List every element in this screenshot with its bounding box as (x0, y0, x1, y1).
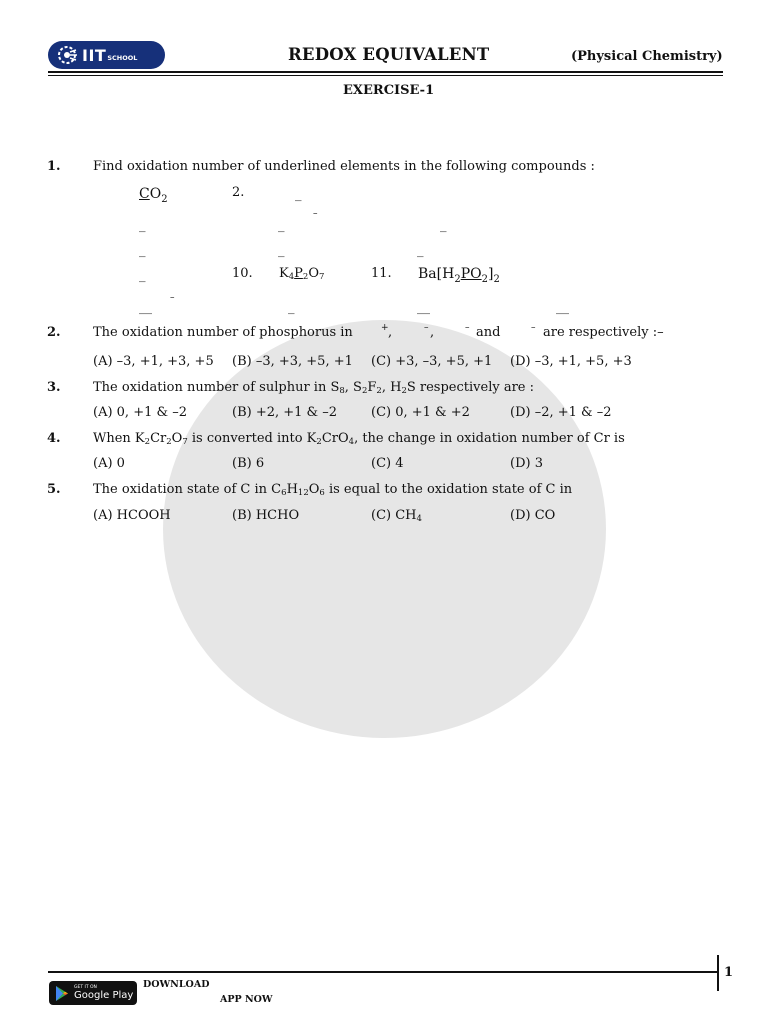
blank-formula: _ (278, 218, 285, 233)
subscript: 8 (339, 386, 345, 396)
subscript: 2 (361, 386, 368, 396)
question-text: The oxidation number of phosphorus in (93, 325, 353, 340)
text-part: F (367, 380, 377, 395)
underlined-element: PO (460, 266, 482, 282)
question-number: 5. (47, 482, 61, 497)
text-part: , the change in oxidation number of Cr is (354, 431, 625, 446)
subscript: 4 (288, 272, 295, 282)
charge-sign: – (465, 323, 470, 333)
blank-formula: _ (139, 243, 146, 258)
google-play-label: Google Play (74, 990, 134, 1001)
formula-part: ] (487, 266, 494, 282)
option-a: (A) –3, +1, +3, +5 (93, 354, 214, 369)
question-number: 3. (47, 380, 61, 395)
text-part: O (171, 431, 183, 446)
blank-formula: __ (139, 300, 152, 315)
charge-sign: – (531, 323, 536, 333)
app-now-label: APP NOW (220, 994, 273, 1005)
question-text: Find oxidation number of underlined elements in the following compounds : (93, 159, 595, 174)
text-part: The oxidation state of C in C (93, 482, 282, 497)
subscript: 7 (182, 437, 188, 447)
question-text (93, 431, 625, 450)
separator: , (430, 325, 435, 340)
charge-sign: – (313, 209, 318, 219)
option-b: (B) –3, +3, +5, +1 (232, 354, 353, 369)
question-text: and (476, 325, 501, 340)
option-c: (C) +3, –3, +5, +1 (371, 354, 493, 369)
option-c: (C) 0, +1 & +2 (371, 405, 470, 420)
play-store-icon (55, 986, 69, 1001)
blank-formula: __ (417, 300, 430, 315)
blank-formula: _ (139, 268, 146, 283)
google-play-button[interactable] (49, 981, 137, 1005)
formula-part: K (279, 266, 289, 281)
blank-formula: _ (440, 218, 447, 233)
logo-text: IIT (82, 45, 107, 65)
subscript: 2 (454, 274, 461, 285)
option-a: (A) 0 (93, 456, 125, 471)
text-part: Cr (150, 431, 167, 446)
question-number: 1. (47, 159, 61, 174)
formula-part: Ba[H (418, 266, 455, 282)
text-part: , S (344, 380, 362, 395)
subscript: 2 (493, 274, 500, 285)
subscript: 2 (401, 386, 407, 396)
subscript: 6 (319, 488, 325, 498)
option-c (371, 508, 422, 527)
charge-sign: – (424, 323, 429, 333)
subscript: 2 (302, 272, 309, 282)
separator: , (388, 325, 393, 340)
text-part: O (308, 482, 320, 497)
subscript: 2 (376, 386, 382, 396)
text-part: The oxidation number of sulphur in S (93, 380, 340, 395)
compound-k4p2o7 (279, 266, 324, 285)
question-text (93, 482, 572, 501)
charge-sign: – (170, 293, 175, 303)
option-b: (B) HCHO (232, 508, 300, 523)
blank-formula: _ (288, 300, 295, 315)
item-number: 11. (371, 266, 392, 281)
exercise-heading: EXERCISE-1 (343, 83, 435, 98)
compound-ba-h2po2 (418, 266, 500, 288)
subscript: 7 (318, 272, 325, 282)
subscript: 2 (316, 437, 322, 447)
option-a: (A) 0, +1 & –2 (93, 405, 187, 420)
option-a: (A) HCOOH (93, 508, 171, 523)
subscript: 2 (166, 437, 172, 447)
option-d: (D) 3 (510, 456, 543, 471)
subscript: 4 (348, 437, 355, 447)
subject-label: (Physical Chemistry) (571, 49, 723, 64)
text-part: H (286, 482, 298, 497)
text-part: is equal to the oxidation state of C in (324, 482, 573, 497)
text-part: CrO (321, 431, 349, 446)
subscript: 12 (297, 488, 309, 498)
option-d: (D) –3, +1, +5, +3 (510, 354, 632, 369)
question-text: are respectively :– (543, 325, 664, 340)
subscript: 4 (416, 514, 422, 524)
footer-page-bar (717, 955, 719, 991)
text-part: , H (381, 380, 402, 395)
gear-circuit-icon (56, 44, 78, 66)
question-number: 4. (47, 431, 61, 446)
page-title: REDOX EQUIVALENT (288, 45, 490, 64)
formula-part: O (308, 266, 319, 281)
item-number: 2. (232, 185, 245, 200)
logo-subtext: SCHOOL (107, 54, 138, 62)
underlined-element: C (139, 186, 150, 202)
blank-formula: _ (417, 243, 424, 258)
blank-formula: _ (295, 187, 302, 202)
compound-co2 (139, 186, 168, 208)
page-number: 1 (724, 965, 734, 980)
footer-rule (48, 971, 719, 973)
option-b: (B) 6 (232, 456, 265, 471)
blank-formula: __ (556, 300, 569, 315)
option-d: (D) CO (510, 508, 556, 523)
underlined-element: P (294, 266, 303, 281)
option-b: (B) +2, +1 & –2 (232, 405, 338, 420)
subscript: 2 (144, 437, 151, 447)
get-it-on-label: GET IT ON (74, 985, 97, 990)
item-number: 10. (232, 266, 253, 281)
text-part: When K (93, 431, 145, 446)
header-rule (48, 71, 723, 73)
iit-school-logo (48, 41, 165, 69)
text-part: is converted into K (187, 431, 317, 446)
subscript: 6 (281, 488, 287, 498)
blank-formula: _ (139, 218, 146, 233)
option-d: (D) –2, +1 & –2 (510, 405, 612, 420)
charge-sign: + (381, 323, 389, 333)
formula-part: O (149, 186, 162, 202)
question-text (93, 380, 534, 399)
download-label: DOWNLOAD (143, 979, 210, 990)
text-part: (C) CH (371, 508, 417, 523)
text-part: S respectively are : (406, 380, 534, 395)
option-c: (C) 4 (371, 456, 404, 471)
header-rule-thin (48, 75, 723, 76)
question-number: 2. (47, 325, 61, 340)
blank-formula: _ (278, 243, 285, 258)
subscript: 2 (161, 194, 168, 205)
subscript: 2 (481, 274, 488, 285)
